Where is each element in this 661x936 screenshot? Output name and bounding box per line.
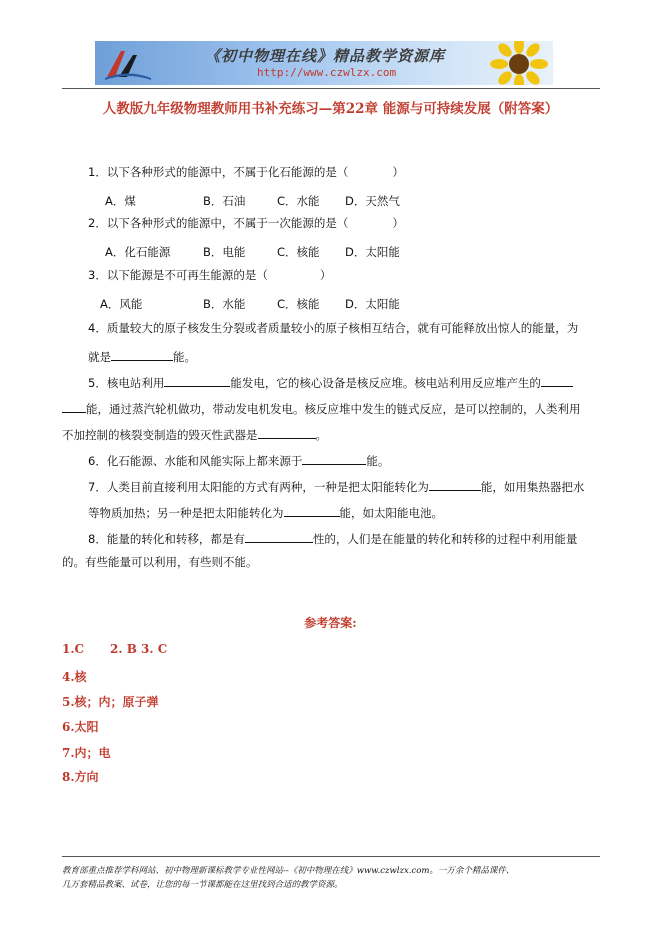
question-5-line-3b: 。 <box>315 428 327 442</box>
answer-blank[interactable] <box>258 427 316 439</box>
banner-url[interactable]: http://www.czwlzx.com <box>257 66 397 79</box>
header-rule <box>62 88 600 89</box>
answer-blank[interactable] <box>541 375 573 387</box>
q1-option-c: C．水能 <box>277 194 320 208</box>
question-7-line-1b: 能，如用集热器把水 <box>480 480 585 494</box>
banner-title: 《初中物理在线》精品教学资源库 <box>205 47 446 65</box>
question-7-line-2 <box>88 505 443 520</box>
q3-option-b: B．水能 <box>203 297 246 311</box>
question-7-line-2a: 等物质加热；另一种是把太阳能转化为 <box>88 506 284 520</box>
q3-option-a: A．风能 <box>100 297 143 311</box>
question-5-line-1b: 能发电，它的核心设备是核反应堆。核电站利用反应堆产生的 <box>230 376 541 390</box>
question-3 <box>88 270 331 282</box>
question-3-text: 3．以下能源是不可再生能源的是（ <box>88 268 268 282</box>
question-5-line-2 <box>62 401 581 416</box>
question-7-line-1a: 7．人类目前直接利用太阳能的方式有两种，一种是把太阳能转化为 <box>88 480 429 494</box>
answer-blank[interactable] <box>164 375 230 387</box>
question-5-line-3a: 不加控制的核裂变制造的毁灭性武器是 <box>62 428 258 442</box>
q3-option-c: C．核能 <box>277 297 320 311</box>
question-4-line-2b: 能。 <box>173 350 196 364</box>
q2-option-a: A．化石能源 <box>105 245 171 259</box>
footer-line-1: 教育部重点推荐学科网站、初中物理新课标教学专业性网站--《初中物理在线》www.czwlzx.com。一万余个精品课件、 <box>62 866 515 876</box>
question-5-line-1 <box>88 375 573 390</box>
question-8-line-1 <box>88 531 577 546</box>
q1-option-b: B．石油 <box>203 194 246 208</box>
answer-item: 8.方向 <box>62 770 99 784</box>
answer-item: 5.核；内；原子弹 <box>62 695 159 709</box>
answer-item: 1.C <box>62 642 85 656</box>
document-title: 人教版九年级物理教师用书补充练习—第22章 能源与可持续发展（附答案） <box>102 101 559 117</box>
question-4-line-2a: 就是 <box>88 350 111 364</box>
answer-item: 7.内；电 <box>62 746 111 760</box>
question-8-line-1a: 8．能量的转化和转移，都是有 <box>88 532 245 546</box>
question-2-close: ） <box>392 216 404 230</box>
answers-title: 参考答案: <box>304 616 357 630</box>
q1-option-a: A．煤 <box>105 194 136 208</box>
q3-option-d: D．太阳能 <box>345 297 400 311</box>
question-1-close: ） <box>392 165 404 179</box>
question-6-b: 能。 <box>366 454 390 468</box>
answer-blank[interactable] <box>429 479 481 491</box>
answer-blank[interactable] <box>62 401 86 413</box>
answer-item: 2. B 3. C <box>110 642 168 656</box>
header-banner <box>95 41 553 85</box>
question-1-text: 1．以下各种形式的能源中，不属于化石能源的是（ <box>88 165 349 179</box>
question-8-line-2: 的。有些能量可以利用，有些则不能。 <box>62 555 258 569</box>
answer-blank[interactable] <box>245 531 313 543</box>
q1-option-d: D．天然气 <box>345 194 400 208</box>
question-6 <box>88 453 389 468</box>
footer-rule <box>62 856 600 857</box>
question-5-line-2b: 能，通过蒸汽轮机做功，带动发电机发电。核反应堆中发生的链式反应，是可以控制的，人类利用 <box>86 402 581 416</box>
question-4-line-2 <box>88 349 196 364</box>
question-4-line-1: 4．质量较大的原子核发生分裂或者质量较小的原子核相互结合，就有可能释放出惊人的能量，为 <box>88 321 579 335</box>
sunflower-icon <box>489 41 549 85</box>
question-7-line-2b: 能，如太阳能电池。 <box>339 506 443 520</box>
answer-item: 4.核 <box>62 670 87 684</box>
question-2 <box>88 218 404 230</box>
answer-blank[interactable] <box>302 453 366 465</box>
q2-option-b: B．电能 <box>203 245 246 259</box>
question-6-a: 6．化石能源、水能和风能实际上都来源于 <box>88 454 303 468</box>
question-5-line-1a: 5．核电站利用 <box>88 376 165 390</box>
question-1 <box>88 167 404 179</box>
question-7-line-1 <box>88 479 584 494</box>
q2-option-c: C．核能 <box>277 245 320 259</box>
logo-icon <box>103 47 153 81</box>
question-2-text: 2．以下各种形式的能源中，不属于一次能源的是（ <box>88 216 349 230</box>
answer-blank[interactable] <box>111 349 173 361</box>
question-8-line-1b: 性的，人们是在能量的转化和转移的过程中利用能量 <box>312 532 578 546</box>
question-3-close: ） <box>319 268 332 282</box>
answer-blank[interactable] <box>284 505 340 517</box>
answer-item: 6.太阳 <box>62 720 99 734</box>
footer-line-2: 几万套精品教案、试卷，让您的每一节课都能在这里找到合适的教学资源。 <box>62 880 343 890</box>
q2-option-d: D．太阳能 <box>345 245 400 259</box>
question-5-line-3 <box>62 427 327 442</box>
